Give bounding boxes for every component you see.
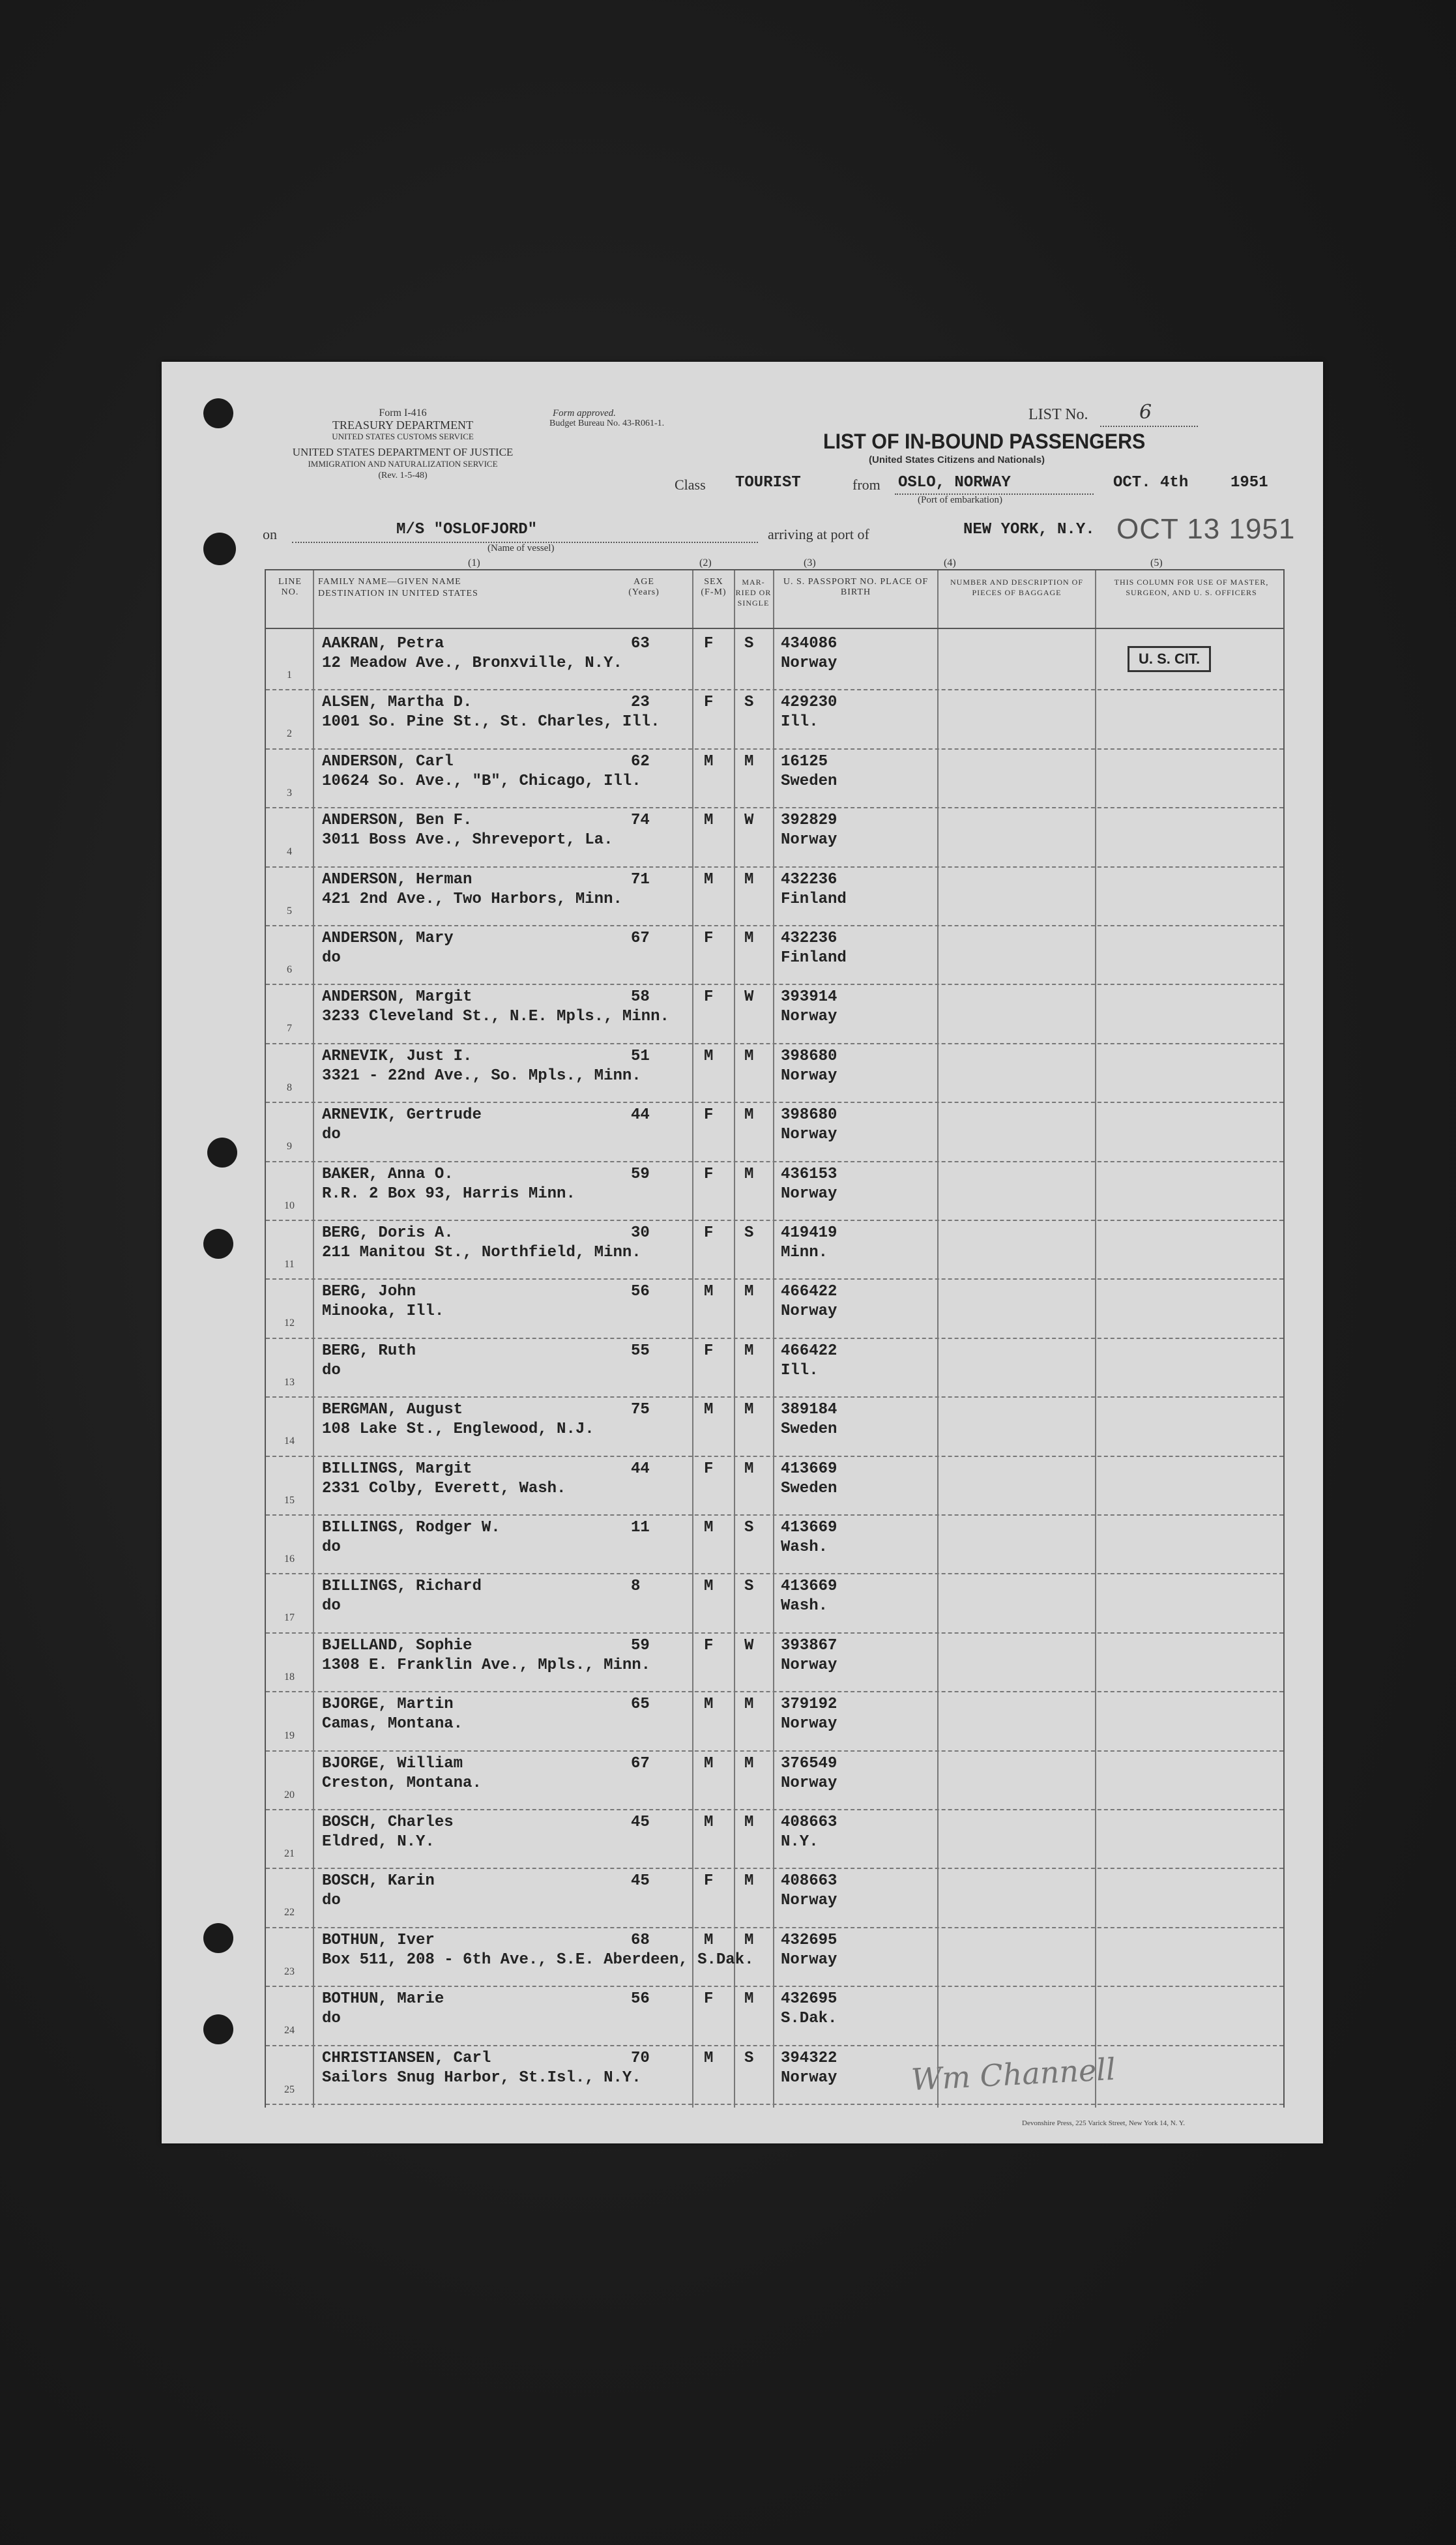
place-of-birth: Sweden: [781, 772, 837, 790]
table-row: [266, 1398, 1283, 1456]
passport-number: 429230: [781, 694, 837, 712]
list-number: 6: [1139, 401, 1152, 424]
age: 44: [631, 1460, 650, 1478]
line-number: 25: [284, 2083, 295, 2095]
passport-number: 466422: [781, 1342, 837, 1360]
age: 44: [631, 1106, 650, 1125]
place-of-birth: Norway: [781, 1774, 837, 1792]
line-number: 4: [287, 846, 292, 858]
passport-number: 379192: [781, 1696, 837, 1714]
place-of-birth: Ill.: [781, 713, 819, 731]
line-number: 22: [284, 1907, 295, 1919]
destination: 211 Manitou St., Northfield, Minn.: [322, 1244, 641, 1261]
destination: Creston, Montana.: [322, 1774, 482, 1792]
passenger-name: ALSEN, Martha D.: [322, 694, 473, 712]
passport-header: U. S. PASSPORT NO. PLACE OF BIRTH: [783, 577, 929, 597]
sex: M: [704, 812, 714, 830]
passenger-name: BOSCH, Karin: [322, 1872, 435, 1890]
page-subtitle: (United States Citizens and Nationals): [869, 454, 1045, 465]
destination: do: [322, 1538, 341, 1556]
place-of-birth: Norway: [781, 1008, 837, 1026]
marital-status: M: [744, 1814, 754, 1831]
marital-status: M: [744, 1165, 754, 1183]
list-number-line: [1100, 426, 1198, 427]
passenger-manifest-sheet: [162, 362, 1323, 2143]
sex: M: [704, 1047, 714, 1065]
sex: F: [704, 694, 714, 712]
table-row: [266, 1044, 1283, 1103]
passenger-name: BERG, John: [322, 1283, 416, 1301]
marital-status: M: [744, 1696, 754, 1714]
age: 74: [631, 812, 650, 830]
sex: F: [704, 1342, 714, 1360]
line-number: 11: [284, 1259, 295, 1270]
punch-hole: [203, 533, 236, 565]
table-row: [266, 2046, 1283, 2105]
place-of-birth: N.Y.: [781, 1833, 819, 1851]
marital-status: M: [744, 1754, 754, 1773]
passenger-name: BJELLAND, Sophie: [322, 1636, 473, 1655]
passport-number: 413669: [781, 1578, 837, 1596]
passenger-name: BILLINGS, Rodger W.: [322, 1519, 501, 1537]
marital-status: M: [744, 870, 754, 889]
passenger-name: ANDERSON, Carl: [322, 752, 454, 771]
place-of-birth: Norway: [781, 831, 837, 849]
passenger-name: BERG, Ruth: [322, 1342, 416, 1360]
destination: 1001 So. Pine St., St. Charles, Ill.: [322, 713, 660, 731]
passport-number: 392829: [781, 812, 837, 830]
line-number: 24: [284, 2025, 295, 2037]
line-number: 5: [287, 905, 292, 917]
passenger-name: BERG, Doris A.: [322, 1224, 454, 1242]
passenger-name: ARNEVIK, Gertrude: [322, 1106, 482, 1125]
passenger-name: AAKRAN, Petra: [322, 635, 444, 653]
printer-imprint: Devonshire Press, 225 Varick Street, New York 14, N. Y.: [1022, 2119, 1186, 2127]
destination: do: [322, 949, 341, 967]
from-label: from: [852, 477, 881, 493]
passport-number: 389184: [781, 1401, 837, 1419]
sex-header: SEX (F-M): [701, 577, 727, 597]
marital-status: S: [744, 1224, 754, 1242]
sex: M: [704, 1754, 714, 1773]
passenger-name: BOTHUN, Iver: [322, 1931, 435, 1949]
sex: F: [704, 1990, 714, 2008]
marital-status: M: [744, 1047, 754, 1065]
passport-number: 436153: [781, 1165, 837, 1183]
marital-status: S: [744, 635, 754, 653]
sex: F: [704, 1460, 714, 1478]
marital-status: M: [744, 1106, 754, 1125]
line-number: 8: [287, 1081, 292, 1093]
marital-status: W: [744, 812, 754, 830]
form-number: Form I-416: [379, 407, 427, 419]
column-number: (2): [699, 557, 712, 568]
page-title: LIST OF IN-BOUND PASSENGERS: [823, 430, 1146, 453]
place-of-birth: Finland: [781, 949, 847, 967]
age: 45: [631, 1872, 650, 1890]
passport-number: 432236: [781, 870, 837, 889]
table-row: [266, 1221, 1283, 1280]
line-number: 18: [284, 1671, 295, 1683]
passport-number: 413669: [781, 1519, 837, 1537]
table-row: [266, 1752, 1283, 1810]
place-of-birth: Sweden: [781, 1479, 837, 1497]
sex: F: [704, 988, 714, 1007]
line-number: 19: [284, 1730, 295, 1742]
marital-status: M: [744, 752, 754, 771]
place-of-birth: Sweden: [781, 1420, 837, 1439]
officers-header: THIS COLUMN FOR USE OF MASTER, SURGEON, AND U. S. OFFICERS: [1114, 578, 1269, 597]
passenger-name: ANDERSON, Ben F.: [322, 812, 473, 830]
sex: M: [704, 1931, 714, 1949]
line-number: 15: [284, 1494, 295, 1506]
table-row: [266, 1280, 1283, 1338]
sex: M: [704, 1401, 714, 1419]
destination: do: [322, 1892, 341, 1910]
age: 75: [631, 1401, 650, 1419]
age: 67: [631, 930, 650, 947]
us-citizen-stamp: U. S. CIT.: [1128, 646, 1211, 672]
place-of-birth: Norway: [781, 1067, 837, 1085]
passenger-name: BILLINGS, Margit: [322, 1460, 473, 1478]
sex: M: [704, 1283, 714, 1301]
place-of-birth: Norway: [781, 1656, 837, 1674]
punch-hole: [203, 1923, 233, 1953]
passenger-name: BILLINGS, Richard: [322, 1578, 482, 1596]
vessel-name: M/S "OSLOFJORD": [396, 521, 538, 538]
destination: Sailors Snug Harbor, St.Isl., N.Y.: [322, 2068, 641, 2087]
age: 71: [631, 870, 650, 889]
marital-status: M: [744, 1990, 754, 2008]
marital-status: W: [744, 988, 754, 1007]
destination: do: [322, 2010, 341, 2028]
age: 62: [631, 752, 650, 771]
marital-status: M: [744, 1460, 754, 1478]
passport-number: 408663: [781, 1814, 837, 1831]
passenger-name: CHRISTIANSEN, Carl: [322, 2049, 491, 2067]
place-of-birth: Norway: [781, 1950, 837, 1969]
married-header: MAR-RIED OR SINGLE: [735, 578, 772, 608]
passenger-name: BJORGE, Martin: [322, 1696, 454, 1714]
table-row: [266, 1162, 1283, 1221]
punch-hole: [203, 398, 233, 428]
place-of-birth: S.Dak.: [781, 2010, 837, 2028]
column-number: (5): [1150, 557, 1163, 568]
line-number: 17: [284, 1612, 295, 1624]
line-number: 3: [287, 787, 292, 799]
place-of-birth: Minn.: [781, 1244, 828, 1261]
age: 70: [631, 2049, 650, 2067]
passport-number: 16125: [781, 752, 828, 771]
budget-bureau: Budget Bureau No. 43-R061-1.: [549, 419, 665, 428]
table-row: [266, 1103, 1283, 1162]
marital-status: W: [744, 1636, 754, 1655]
on-label: on: [263, 526, 277, 542]
header-rule: [266, 628, 1283, 629]
passport-number: 432236: [781, 930, 837, 947]
marital-status: M: [744, 930, 754, 947]
age: 58: [631, 988, 650, 1007]
age: 11: [631, 1519, 650, 1537]
line-number: 6: [287, 964, 292, 975]
passenger-name: BJORGE, William: [322, 1754, 463, 1773]
passenger-name: BOSCH, Charles: [322, 1814, 454, 1831]
age: 51: [631, 1047, 650, 1065]
passport-number: 413669: [781, 1460, 837, 1478]
place-of-birth: Norway: [781, 2068, 837, 2087]
marital-status: S: [744, 694, 754, 712]
table-row: [266, 1634, 1283, 1692]
destination: Minooka, Ill.: [322, 1302, 444, 1321]
table-row: [266, 690, 1283, 749]
marital-status: S: [744, 1578, 754, 1596]
passenger-name: ANDERSON, Mary: [322, 930, 454, 947]
age-header: AGE (Years): [628, 577, 660, 597]
age: 55: [631, 1342, 650, 1360]
destination: 421 2nd Ave., Two Harbors, Minn.: [322, 890, 622, 908]
passenger-name: BAKER, Anna O.: [322, 1165, 454, 1183]
destination: R.R. 2 Box 93, Harris Minn.: [322, 1184, 575, 1203]
passport-number: 398680: [781, 1106, 837, 1125]
marital-status: M: [744, 1872, 754, 1890]
table-row: [266, 808, 1283, 867]
line-number: 7: [287, 1023, 292, 1035]
passport-number: 408663: [781, 1872, 837, 1890]
column-number: (3): [804, 557, 816, 568]
marital-status: M: [744, 1342, 754, 1360]
passenger-name: ARNEVIK, Just I.: [322, 1047, 473, 1065]
passport-number: 393867: [781, 1636, 837, 1655]
table-row: [266, 1692, 1283, 1751]
sex: F: [704, 1224, 714, 1242]
date-value: OCT. 4th: [1113, 474, 1189, 492]
revision-date: (Rev. 1-5-48): [378, 471, 428, 480]
sex: M: [704, 2049, 714, 2067]
name-header: FAMILY NAME—GIVEN NAME: [318, 577, 461, 587]
line-number: 9: [287, 1141, 292, 1153]
destination: 10624 So. Ave., "B", Chicago, Ill.: [322, 772, 641, 790]
age: 59: [631, 1165, 650, 1183]
marital-status: M: [744, 1401, 754, 1419]
place-of-birth: Norway: [781, 1302, 837, 1321]
punch-hole: [203, 1229, 233, 1259]
age: 8: [631, 1578, 641, 1596]
sex: F: [704, 930, 714, 947]
age: 23: [631, 694, 650, 712]
passport-number: 466422: [781, 1283, 837, 1301]
place-of-birth: Norway: [781, 1184, 837, 1203]
destination: 3011 Boss Ave., Shreveport, La.: [322, 831, 613, 849]
age: 30: [631, 1224, 650, 1242]
punch-hole: [203, 2014, 233, 2044]
passport-number: 432695: [781, 1990, 837, 2008]
table-row: [266, 926, 1283, 985]
vessel-name-label: (Name of vessel): [488, 543, 555, 553]
passport-number: 376549: [781, 1754, 837, 1773]
age: 56: [631, 1990, 650, 2008]
column-number: (1): [468, 557, 480, 568]
class-value: TOURIST: [735, 474, 801, 492]
destination: 1308 E. Franklin Ave., Mpls., Minn.: [322, 1656, 651, 1674]
passport-number: 434086: [781, 635, 837, 653]
passenger-name: ANDERSON, Herman: [322, 870, 473, 889]
justice-dept: UNITED STATES DEPARTMENT OF JUSTICE: [292, 446, 514, 458]
sex: M: [704, 1696, 714, 1714]
destination: 2331 Colby, Everett, Wash.: [322, 1479, 566, 1497]
sex: F: [704, 1165, 714, 1183]
immigration-service: IMMIGRATION AND NATURALIZATION SERVICE: [308, 459, 498, 469]
sex: M: [704, 1814, 714, 1831]
destination: 3233 Cleveland St., N.E. Mpls., Minn.: [322, 1008, 669, 1026]
destination: do: [322, 1597, 341, 1615]
passport-number: 393914: [781, 988, 837, 1007]
arrival-port: NEW YORK, N.Y.: [963, 521, 1095, 538]
arriving-label: arriving at port of: [768, 526, 869, 542]
line-number: 21: [284, 1848, 295, 1859]
from-value: OSLO, NORWAY: [898, 474, 1011, 492]
passport-number: 394322: [781, 2049, 837, 2067]
age: 63: [631, 635, 650, 653]
arrival-date-stamp: OCT 13 1951: [1116, 513, 1296, 545]
class-label: Class: [675, 477, 706, 493]
line-number: 14: [284, 1435, 295, 1447]
year-value: 1951: [1230, 474, 1268, 492]
line-number: 10: [284, 1199, 295, 1211]
destination: 3321 - 22nd Ave., So. Mpls., Minn.: [322, 1067, 641, 1085]
passport-number: 398680: [781, 1047, 837, 1065]
table-row: [266, 1810, 1283, 1869]
marital-status: S: [744, 1519, 754, 1537]
port-embark-label: (Port of embarkation): [918, 495, 1002, 505]
table-row: [266, 985, 1283, 1044]
line-number: 2: [287, 728, 292, 740]
place-of-birth: Norway: [781, 1126, 837, 1144]
sex: F: [704, 1872, 714, 1890]
list-number-label: LIST No.: [1028, 406, 1088, 423]
place-of-birth: Norway: [781, 655, 837, 672]
passport-number: 432695: [781, 1931, 837, 1949]
place-of-birth: Norway: [781, 1892, 837, 1910]
place-of-birth: Ill.: [781, 1361, 819, 1379]
age: 45: [631, 1814, 650, 1831]
table-row: [266, 1987, 1283, 2046]
destination: do: [322, 1361, 341, 1379]
baggage-header: NUMBER AND DESCRIPTION OF PIECES OF BAGGAGE: [950, 578, 1084, 597]
age: 67: [631, 1754, 650, 1773]
line-number: 1: [287, 669, 292, 681]
line-no-header: LINE NO.: [278, 577, 302, 597]
table-row: [266, 1339, 1283, 1398]
sex: M: [704, 752, 714, 771]
line-number: 12: [284, 1317, 295, 1329]
line-number: 13: [284, 1376, 295, 1388]
column-number: (4): [944, 557, 956, 568]
table-row: [266, 750, 1283, 808]
form-approved: Form approved.: [553, 408, 616, 419]
table-row: [266, 1574, 1283, 1633]
passport-number: 419419: [781, 1224, 837, 1242]
destination: Eldred, N.Y.: [322, 1833, 435, 1851]
passenger-table: [265, 569, 1285, 2108]
sex: M: [704, 870, 714, 889]
place-of-birth: Wash.: [781, 1597, 828, 1615]
officer-signature: Wm Channell: [910, 2051, 1116, 2098]
sex: M: [704, 1519, 714, 1537]
line-number: 23: [284, 1965, 295, 1977]
age: 56: [631, 1283, 650, 1301]
passenger-name: BERGMAN, August: [322, 1401, 463, 1419]
destination: Box 511, 208 - 6th Ave., S.E. Aberdeen, S.Dak.: [322, 1950, 754, 1969]
age: 68: [631, 1931, 650, 1949]
sex: M: [704, 1578, 714, 1596]
passenger-name: BOTHUN, Marie: [322, 1990, 444, 2008]
marital-status: M: [744, 1283, 754, 1301]
marital-status: M: [744, 1931, 754, 1949]
place-of-birth: Wash.: [781, 1538, 828, 1556]
punch-hole: [207, 1138, 237, 1168]
age: 59: [631, 1636, 650, 1655]
line-number: 16: [284, 1553, 295, 1565]
row-divider: [266, 2104, 1283, 2105]
sex: F: [704, 1106, 714, 1125]
marital-status: S: [744, 2049, 754, 2067]
destination: Camas, Montana.: [322, 1715, 463, 1733]
customs-service: UNITED STATES CUSTOMS SERVICE: [332, 432, 474, 441]
table-row: [266, 1869, 1283, 1928]
destination-header: DESTINATION IN UNITED STATES: [318, 589, 478, 598]
destination: 12 Meadow Ave., Bronxville, N.Y.: [322, 655, 622, 672]
passenger-name: ANDERSON, Margit: [322, 988, 473, 1007]
table-row: [266, 1928, 1283, 1987]
destination: do: [322, 1126, 341, 1144]
table-row: [266, 1516, 1283, 1574]
table-row: [266, 868, 1283, 926]
place-of-birth: Finland: [781, 890, 847, 908]
line-number: 20: [284, 1789, 295, 1801]
sex: F: [704, 1636, 714, 1655]
place-of-birth: Norway: [781, 1715, 837, 1733]
treasury-dept: TREASURY DEPARTMENT: [332, 419, 474, 432]
age: 65: [631, 1696, 650, 1714]
table-row: [266, 1457, 1283, 1516]
destination: 108 Lake St., Englewood, N.J.: [322, 1420, 594, 1439]
sex: F: [704, 635, 714, 653]
